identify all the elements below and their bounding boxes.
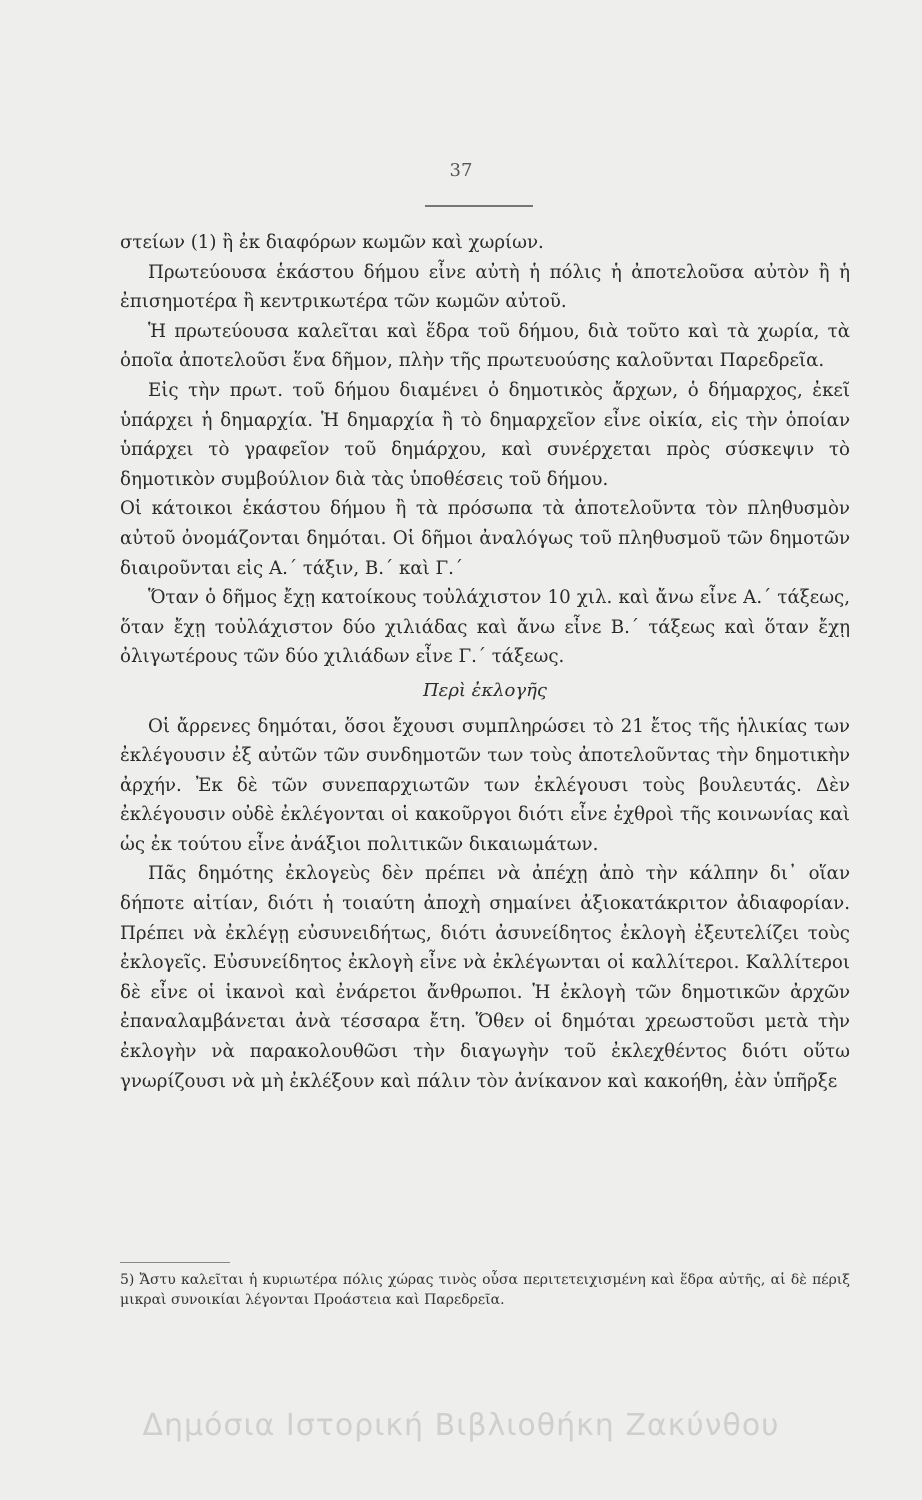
paragraph-4: Εἰς τὴν πρωτ. τοῦ δήμου διαμένει ὁ δημοτικὸς ἄρχων, ὁ δήμαρχος, ἐκεῖ ὑπάρχει ἡ δημαρχία. Ἡ δημαρχία ἢ τὸ δημαρχεῖον εἶνε οἰκία, εἰς τὴν ὁποίαν ὑπάρχει τὸ γραφεῖον τοῦ δημάρχου, καὶ συνέρχεται πρὸς σύσκεψιν τὸ δημοτικὸν συμβούλιον διὰ τὰς ὑποθέσεις τοῦ δήμου.: [120, 379, 850, 490]
page-number: 37: [449, 160, 473, 181]
paragraph-7: Οἱ ἄρρενες δημόται, ὅσοι ἔχουσι συμπληρώσει τὸ 21 ἔτος τῆς ἡλικίας των ἐκλέγουσιν ἐξ αὐτῶν τῶν συνδημοτῶν των τοὺς ἀποτελοῦντας τὴν δημοτικὴν ἀρχήν. Ἐκ δὲ τῶν συνεπαρχιωτῶν των ἐκλέγουσι τοὺς βουλευτάς. Δὲν ἐκλέγουσιν οὐδὲ ἐκλέγονται οἱ κακοῦργοι διότι εἶνε ἐχθροὶ τῆς κοινωνίας καὶ ὡς ἐκ τούτου εἶνε ἀνάξιοι πολιτικῶν δικαιωμάτων.: [120, 715, 850, 855]
paragraph-2: Πρωτεύουσα ἑκάστου δήμου εἶνε αὐτὴ ἡ πόλις ἡ ἀποτελοῦσα αὐτὸν ἢ ἡ ἐπισημοτέρα ἢ κεντρικωτέρα τῶν κωμῶν αὐτοῦ.: [120, 261, 850, 313]
paragraph-8: Πᾶς δημότης ἐκλογεὺς δὲν πρέπει νὰ ἀπέχῃ ἀπὸ τὴν κάλπην δι᾽ οἵαν δήποτε αἰτίαν, διότι ἡ τοιαύτη ἀποχὴ σημαίνει ἀξιοκατάκριτον ἀδιαφορίαν. Πρέπει νὰ ἐκλέγῃ εὐσυνειδήτως, διότι ἀσυνείδητος ἐκλογὴ ἐξευτελίζει τοὺς ἐκλογεῖς. Εὐσυνείδητος ἐκλογὴ εἶνε νὰ ἐκλέγωνται οἱ καλλίτεροι. Καλλίτεροι δὲ εἶνε οἱ ἱκανοὶ καὶ ἐνάρετοι ἄνθρωποι. Ἡ ἐκλογὴ τῶν δημοτικῶν ἀρχῶν ἐπαναλαμβάνεται ἀνὰ τέσσαρα ἔτη. Ὅθεν οἱ δημόται χρεωστοῦσι μετὰ τὴν ἐκλογὴν νὰ παρακολουθῶσι τὴν διαγωγὴν τοῦ ἐκλεχθέντος διότι οὕτω γνωρίζουσι νὰ μὴ ἐκλέξουν καὶ πάλιν τὸν ἀνίκανον καὶ κακοήθη, ἐὰν ὑπῆρξε: [120, 863, 850, 1092]
section-heading: Περὶ ἐκλογῆς: [422, 679, 548, 701]
footnote-rule: [120, 1262, 230, 1263]
paragraph-6: Ὅταν ὁ δῆμος ἔχῃ κατοίκους τοὐλάχιστον 10 χιλ. καὶ ἄνω εἶνε Α.΄ τάξεως, ὅταν ἔχῃ τοὐλάχιστον δύο χιλιάδας καὶ ἄνω εἶνε Β.΄ τάξεως καὶ ὅταν ἔχῃ ὀλιγωτέρους τῶν δύο χιλιάδων εἶνε Γ.΄ τάξεως.: [120, 587, 850, 668]
paragraph-3: Ἡ πρωτεύουσα καλεῖται καὶ ἕδρα τοῦ δήμου, διὰ τοῦτο καὶ τὰ χωρία, τὰ ὁποῖα ἀποτελοῦσι ἕνα δῆμον, πλὴν τῆς πρωτευούσης καλοῦνται Παρεδρεῖα.: [120, 320, 850, 372]
paragraph-1: στείων (1) ἢ ἐκ διαφόρων κωμῶν καὶ χωρίων.: [120, 232, 544, 253]
footnote: 5) Ἄστυ καλεῖται ἡ κυριωτέρα πόλις χώρας τινὸς οὖσα περιτετειχισμένη καὶ ἕδρα αὐτῆς, αἱ δὲ πέριξ μικραὶ συνοικίαι λέγονται Προάστεια καὶ Παρεδρεῖα.: [120, 1272, 850, 1308]
library-watermark: Δημόσια Ιστορική Βιβλιοθήκη Ζακύνθου: [142, 1408, 780, 1443]
body-text: [120, 228, 850, 1096]
header-rule: [425, 205, 533, 207]
paragraph-5: Οἱ κάτοικοι ἑκάστου δήμου ἢ τὰ πρόσωπα τὰ ἀποτελοῦντα τὸν πληθυσμὸν αὐτοῦ ὀνομάζονται δημόται. Οἱ δῆμοι ἀναλόγως τοῦ πληθυσμοῦ τῶν δημοτῶν διαιροῦνται εἰς Α.΄ τάξιν, Β.΄ καὶ Γ.΄: [120, 498, 850, 579]
